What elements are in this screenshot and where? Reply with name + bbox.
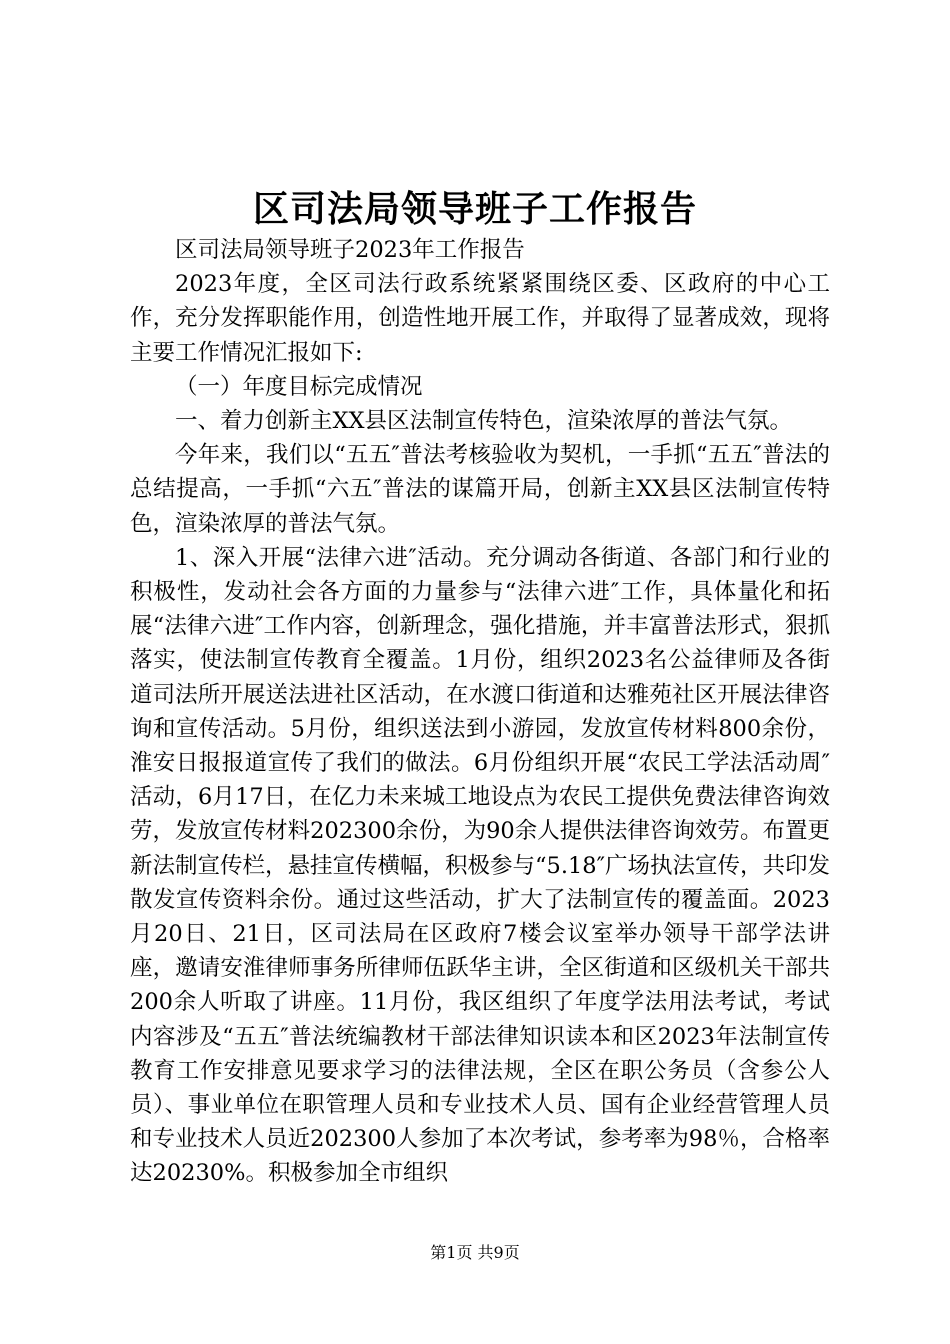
document-body [130, 233, 830, 1191]
document-title: 区司法局领导班子工作报告 [252, 188, 697, 230]
paragraph-overview: 今年来，我们以“五五″普法考核验收为契机，一手抓“五五″普法的总结提高，一手抓“六五″普法的谋篇开局，创新主XX县区法制宣传特色，渲染浓厚的普法气氛。 [130, 442, 830, 537]
page-number-footer: 第1页 共9页 [430, 1243, 520, 1262]
paragraph-section-heading: （一）年度目标完成情况 [175, 373, 423, 400]
paragraph-report-heading: 区司法局领导班子2023年工作报告 [175, 237, 525, 263]
paragraph-item-heading: 一、着力创新主XX县区法制宣传特色，渲染浓厚的普法气氛。 [175, 408, 793, 435]
paragraph-law-activities: 1、深入开展“法律六进″活动。充分调动各街道、各部门和行业的积极性，发动社会各方面的力量参与“法律六进″工作，具体量化和拓展“法律六进″工作内容，创新理念，强化措施，并丰富普法形式，狠抓落实，使法制宣传教育全覆盖。1月份，组织2023名公益律师及各街道司法所开展送法进社区活动，在水渡口街道和达雅苑社区开展法律咨询和宣传活动。5月份，组织送法到小游园，发放宣传材料800余份，淮安日报报道宣传了我们的做法。6月份组织开展“农民工学法活动周″活动，6月17日，在亿力未来城工地设点为农民工提供免费法律咨询效劳，发放宣传材料202300余份，为90余人提供法律咨询效劳。布置更新法制宣传栏，悬挂宣传横幅，积极参与“5.18″广场执法宣传，共印发散发宣传资料余份。通过这些活动，扩大了法制宣传的覆盖面。2023月20日、21日，区司法局在区政府7楼会议室举办领导干部学法讲座，邀请安淮律师事务所律师伍跃华主讲，全区街道和区级机关干部共200余人听取了讲座。11月份，我区组织了年度学法用法考试，考试内容涉及“五五″普法统编教材干部法律知识读本和区2023年法制宣传教育工作安排意见要求学习的法律法规，全区在职公务员（含参公人员）、事业单位在职管理人员和专业技术人员、国有企业经营管理人员和专业技术人员近202300人参加了本次考试，参考率为98％，合格率达20230%。积极参加全市组织 [130, 544, 831, 1187]
paragraph-intro: 2023年度，全区司法行政系统紧紧围绕区委、区政府的中心工作，充分发挥职能作用，创造性地开展工作，并取得了显著成效，现将主要工作情况汇报如下: [130, 271, 830, 366]
